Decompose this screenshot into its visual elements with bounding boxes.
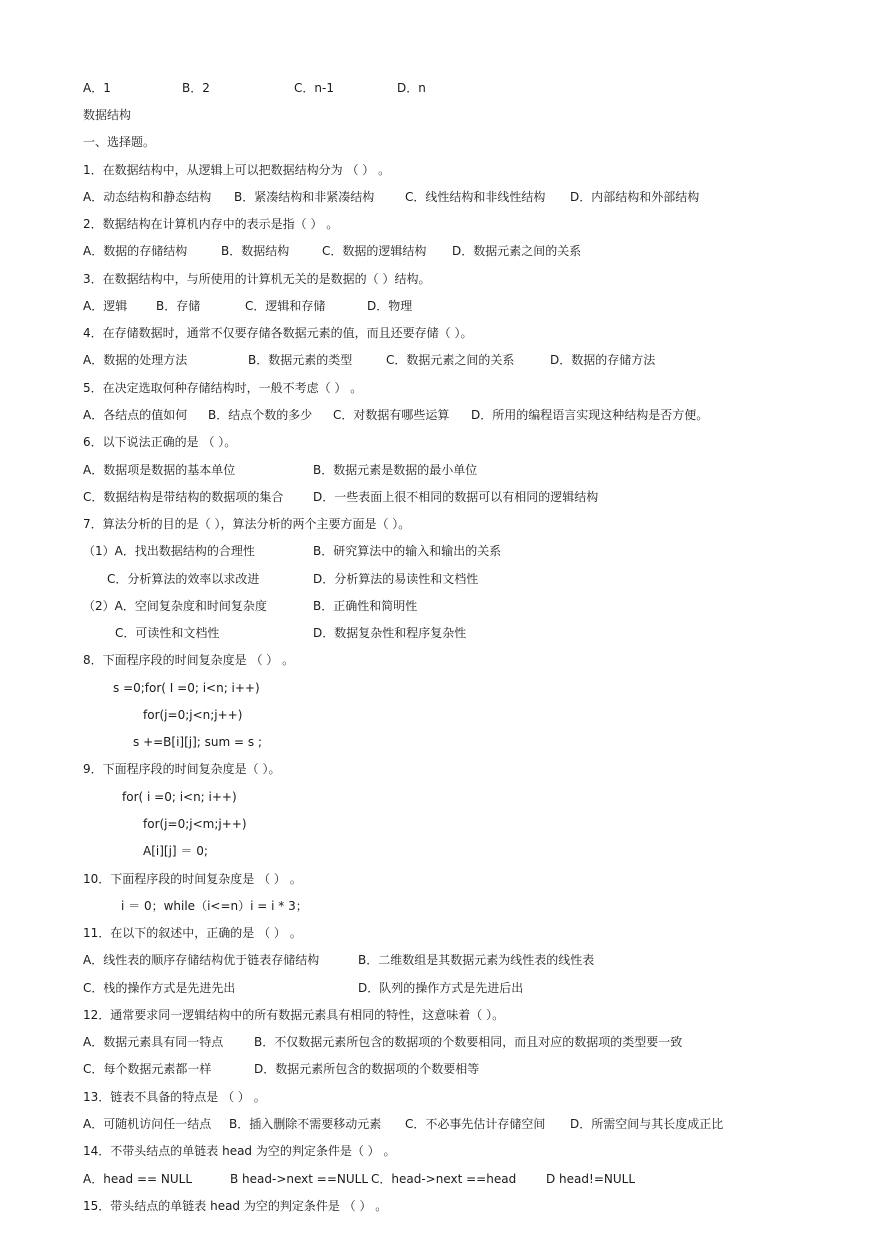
option-a: （1）A．找出数据结构的合理性 bbox=[83, 544, 255, 558]
option-d: D．数据元素所包含的数据项的个数要相等 bbox=[254, 1062, 480, 1076]
option-c: C．对数据有哪些运算 bbox=[333, 408, 450, 422]
option-b: B．存储 bbox=[156, 299, 201, 313]
option-c: C．逻辑和存储 bbox=[245, 299, 326, 313]
question-6-options-row1 bbox=[83, 462, 478, 478]
question-13-options bbox=[83, 1116, 724, 1132]
question-5: 5．在决定选取何种存储结构时，一般不考虑（ ） 。 bbox=[83, 381, 363, 395]
question-3: 3．在数据结构中，与所使用的计算机无关的是数据的（ ）结构。 bbox=[83, 272, 431, 286]
question-11-options-row2 bbox=[83, 980, 524, 996]
option-d: D．所用的编程语言实现这种结构是否方便。 bbox=[471, 408, 709, 422]
doc-title: 数据结构 bbox=[83, 108, 132, 122]
question-2-options bbox=[83, 243, 582, 259]
option-c: C．数据结构是带结构的数据项的集合 bbox=[83, 490, 284, 504]
option-b: B head->next ==NULL bbox=[230, 1172, 369, 1186]
option-b: B．数据元素的类型 bbox=[248, 353, 353, 367]
question-12: 12．通常要求同一逻辑结构中的所有数据元素具有相同的特性，这意味着（ ）。 bbox=[83, 1008, 505, 1022]
option-d: D．n bbox=[397, 81, 426, 95]
option-a: A．head == NULL bbox=[83, 1172, 193, 1186]
question-5-options bbox=[83, 407, 709, 423]
option-a: A．各结点的值如何 bbox=[83, 408, 188, 422]
option-b: B．数据结构 bbox=[221, 244, 290, 258]
question-2: 2．数据结构在计算机内存中的表示是指（ ） 。 bbox=[83, 217, 339, 231]
option-d: D．数据元素之间的关系 bbox=[452, 244, 582, 258]
question-6: 6．以下说法正确的是 （ ）。 bbox=[83, 435, 237, 449]
question-1-options bbox=[83, 189, 700, 205]
question-6-options-row2 bbox=[83, 489, 599, 505]
option-b: B．正确性和简明性 bbox=[313, 599, 418, 613]
question-10: 10．下面程序段的时间复杂度是 （ ） 。 bbox=[83, 872, 302, 886]
option-b: B．研究算法中的输入和输出的关系 bbox=[313, 544, 502, 558]
question-13: 13．链表不具备的特点是 （ ） 。 bbox=[83, 1090, 266, 1104]
question-4-options bbox=[83, 352, 656, 368]
option-a: A．逻辑 bbox=[83, 299, 128, 313]
option-d: D．分析算法的易读性和文档性 bbox=[313, 572, 479, 586]
code-line: for(j=0;j<n;j++) bbox=[143, 708, 243, 722]
option-b: B．不仅数据元素所包含的数据项的个数要相同，而且对应的数据项的类型要一致 bbox=[254, 1035, 683, 1049]
option-d: D．数据的存储方法 bbox=[550, 353, 656, 367]
code-line: for( i =0; i<n; i++) bbox=[122, 790, 237, 804]
question-7: 7．算法分析的目的是（ ），算法分析的两个主要方面是（ ）。 bbox=[83, 517, 411, 531]
option-b: B．2 bbox=[182, 81, 210, 95]
option-c: C．head->next ==head bbox=[371, 1172, 517, 1186]
section-title: 一、选择题。 bbox=[83, 135, 156, 149]
option-a: A．线性表的顺序存储结构优于链表存储结构 bbox=[83, 953, 320, 967]
question-7-part2-row1 bbox=[83, 598, 418, 614]
question-3-options bbox=[83, 298, 413, 314]
option-a: （2）A．空间复杂度和时间复杂度 bbox=[83, 599, 267, 613]
option-c: C．n-1 bbox=[294, 81, 334, 95]
option-c: C．不必事先估计存储空间 bbox=[405, 1117, 546, 1131]
code-line: s +=B[i][j]; sum = s ; bbox=[133, 735, 262, 749]
code-line: for(j=0;j<m;j++) bbox=[143, 817, 247, 831]
question-14: 14．不带头结点的单链表 head 为空的判定条件是（ ） 。 bbox=[83, 1144, 396, 1158]
option-a: A．数据的存储结构 bbox=[83, 244, 188, 258]
question-9: 9．下面程序段的时间复杂度是（ ）。 bbox=[83, 762, 281, 776]
question-7-part1-row2 bbox=[83, 571, 479, 587]
option-c: C．分析算法的效率以求改进 bbox=[107, 572, 260, 586]
question-14-options bbox=[83, 1171, 636, 1187]
option-a: A．数据项是数据的基本单位 bbox=[83, 463, 236, 477]
code-line: i ＝ 0；while（i<=n）i = i * 3； bbox=[121, 899, 308, 913]
option-b: B．紧凑结构和非紧凑结构 bbox=[234, 190, 375, 204]
option-b: B．插入删除不需要移动元素 bbox=[229, 1117, 382, 1131]
code-line: s =0;for( I =0; i<n; i++) bbox=[113, 681, 260, 695]
option-d: D．物理 bbox=[367, 299, 413, 313]
option-c: C．数据的逻辑结构 bbox=[322, 244, 427, 258]
question-11: 11．在以下的叙述中，正确的是 （ ） 。 bbox=[83, 926, 302, 940]
option-d: D head!=NULL bbox=[546, 1172, 636, 1186]
option-a: A．动态结构和静态结构 bbox=[83, 190, 212, 204]
question-12-options-row2 bbox=[83, 1061, 480, 1077]
question-7-part2-row2 bbox=[83, 625, 467, 641]
option-b: B．结点个数的多少 bbox=[208, 408, 313, 422]
question-15: 15．带头结点的单链表 head 为空的判定条件是 （ ） 。 bbox=[83, 1199, 388, 1213]
question-1: 1．在数据结构中，从逻辑上可以把数据结构分为 （ ） 。 bbox=[83, 163, 391, 177]
option-d: D．一些表面上很不相同的数据可以有相同的逻辑结构 bbox=[313, 490, 599, 504]
question-12-options-row1 bbox=[83, 1034, 683, 1050]
option-a: A．可随机访问任一结点 bbox=[83, 1117, 212, 1131]
option-a: A．数据的处理方法 bbox=[83, 353, 188, 367]
option-d: D．队列的操作方式是先进后出 bbox=[358, 981, 524, 995]
option-d: D．数据复杂性和程序复杂性 bbox=[313, 626, 467, 640]
option-c: C．栈的操作方式是先进先出 bbox=[83, 981, 236, 995]
question-8: 8．下面程序段的时间复杂度是 （ ） 。 bbox=[83, 653, 295, 667]
question-11-options-row1 bbox=[83, 952, 595, 968]
option-a: A．数据元素具有同一特点 bbox=[83, 1035, 224, 1049]
prev-question-options bbox=[83, 80, 426, 96]
option-c: C．线性结构和非线性结构 bbox=[405, 190, 546, 204]
question-4: 4．在存储数据时，通常不仅要存储各数据元素的值，而且还要存储（ ）。 bbox=[83, 326, 473, 340]
option-b: B．数据元素是数据的最小单位 bbox=[313, 463, 478, 477]
option-b: B．二维数组是其数据元素为线性表的线性表 bbox=[358, 953, 595, 967]
option-a: A．1 bbox=[83, 81, 111, 95]
code-line: A[i][j] ＝ 0; bbox=[143, 844, 208, 858]
option-d: D．内部结构和外部结构 bbox=[570, 190, 700, 204]
question-7-part1-row1 bbox=[83, 543, 502, 559]
option-c: C．数据元素之间的关系 bbox=[386, 353, 515, 367]
option-c: C．每个数据元素都一样 bbox=[83, 1062, 212, 1076]
option-d: D．所需空间与其长度成正比 bbox=[570, 1117, 724, 1131]
option-c: C．可读性和文档性 bbox=[115, 626, 220, 640]
